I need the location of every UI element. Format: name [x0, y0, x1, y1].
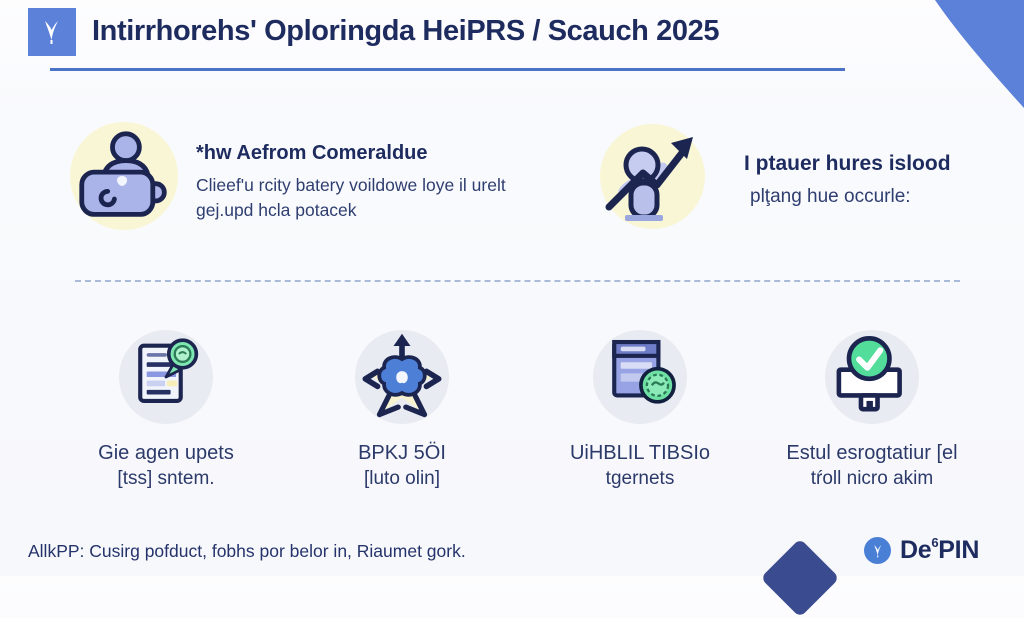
- document-location-badge-icon: [120, 331, 212, 423]
- feature1-line2: gej.upd hcla potacek: [196, 200, 357, 220]
- expand-arrows-blob-icon: [355, 329, 449, 425]
- monitor-checkmark-icon: [826, 331, 918, 423]
- list-item: [56, 330, 276, 492]
- footer-note: AllkPP: Cusirg pofduct, fobhs por belor in, Riaumet gork.: [28, 541, 466, 561]
- item1-icon-badge: [119, 330, 213, 424]
- brand-circle-icon: [864, 537, 891, 564]
- feature2-line1: plţang hue occurle:: [750, 186, 911, 207]
- item2-label-line2: [luto olin]: [363, 468, 441, 489]
- item3-label-line1: UiHBLIL TIBSIo: [569, 442, 711, 464]
- brand-name: [900, 536, 979, 565]
- feature1-text: [196, 142, 556, 223]
- feature2-text: [744, 152, 994, 209]
- dashed-divider: [75, 280, 960, 282]
- item2-label-line1: BPKJ 5ÖI: [358, 442, 446, 464]
- brand-mark: 6: [931, 534, 939, 550]
- feature1-line1: Clieef'u rcity batery voildowe loye il urelt: [196, 175, 506, 195]
- list-item: [762, 330, 982, 492]
- item2-icon-badge: [355, 330, 449, 424]
- item3-label-line2: tgernets: [605, 468, 675, 489]
- item1-label-line1: Gie agen upets: [98, 442, 234, 464]
- person-at-laptop-icon: [76, 128, 172, 224]
- feature2-icon-badge: [600, 124, 705, 229]
- browser-coin-icon: [594, 331, 686, 423]
- item1-label-line2: [tss] sntem.: [117, 468, 215, 489]
- feature2-heading: I ptauer hures islood: [744, 152, 951, 175]
- item1-label: [98, 440, 234, 492]
- title-underline: [50, 68, 845, 71]
- corner-decoration: [925, 0, 1024, 115]
- item4-label-line1: Estul esrogtatiur [el: [786, 442, 958, 464]
- page-title: Intirrhorehs' Oploringda HeiPRS / Scauch 2025: [92, 15, 720, 47]
- sparrow-glyph-icon: [37, 17, 67, 47]
- item4-icon-badge: [825, 330, 919, 424]
- brand-logo: [864, 536, 979, 565]
- item4-label: [786, 440, 957, 492]
- item3-icon-badge: [593, 330, 687, 424]
- person-growth-arrow-icon: [603, 127, 703, 227]
- app-logo: [28, 8, 76, 56]
- brand-suffix: PIN: [938, 536, 980, 564]
- item4-label-line2: tŕoll nicro akim: [810, 468, 934, 489]
- item2-label: [358, 440, 446, 492]
- diamond-decoration: [760, 538, 839, 617]
- item3-label: [570, 440, 710, 492]
- sparrow-glyph-icon: [870, 543, 886, 559]
- list-item: [530, 330, 750, 492]
- feature1-heading: *hw Aefrom Comeraldue: [196, 142, 428, 164]
- list-item: [292, 330, 512, 492]
- brand-prefix: De: [900, 536, 932, 564]
- feature1-icon-badge: [70, 122, 178, 230]
